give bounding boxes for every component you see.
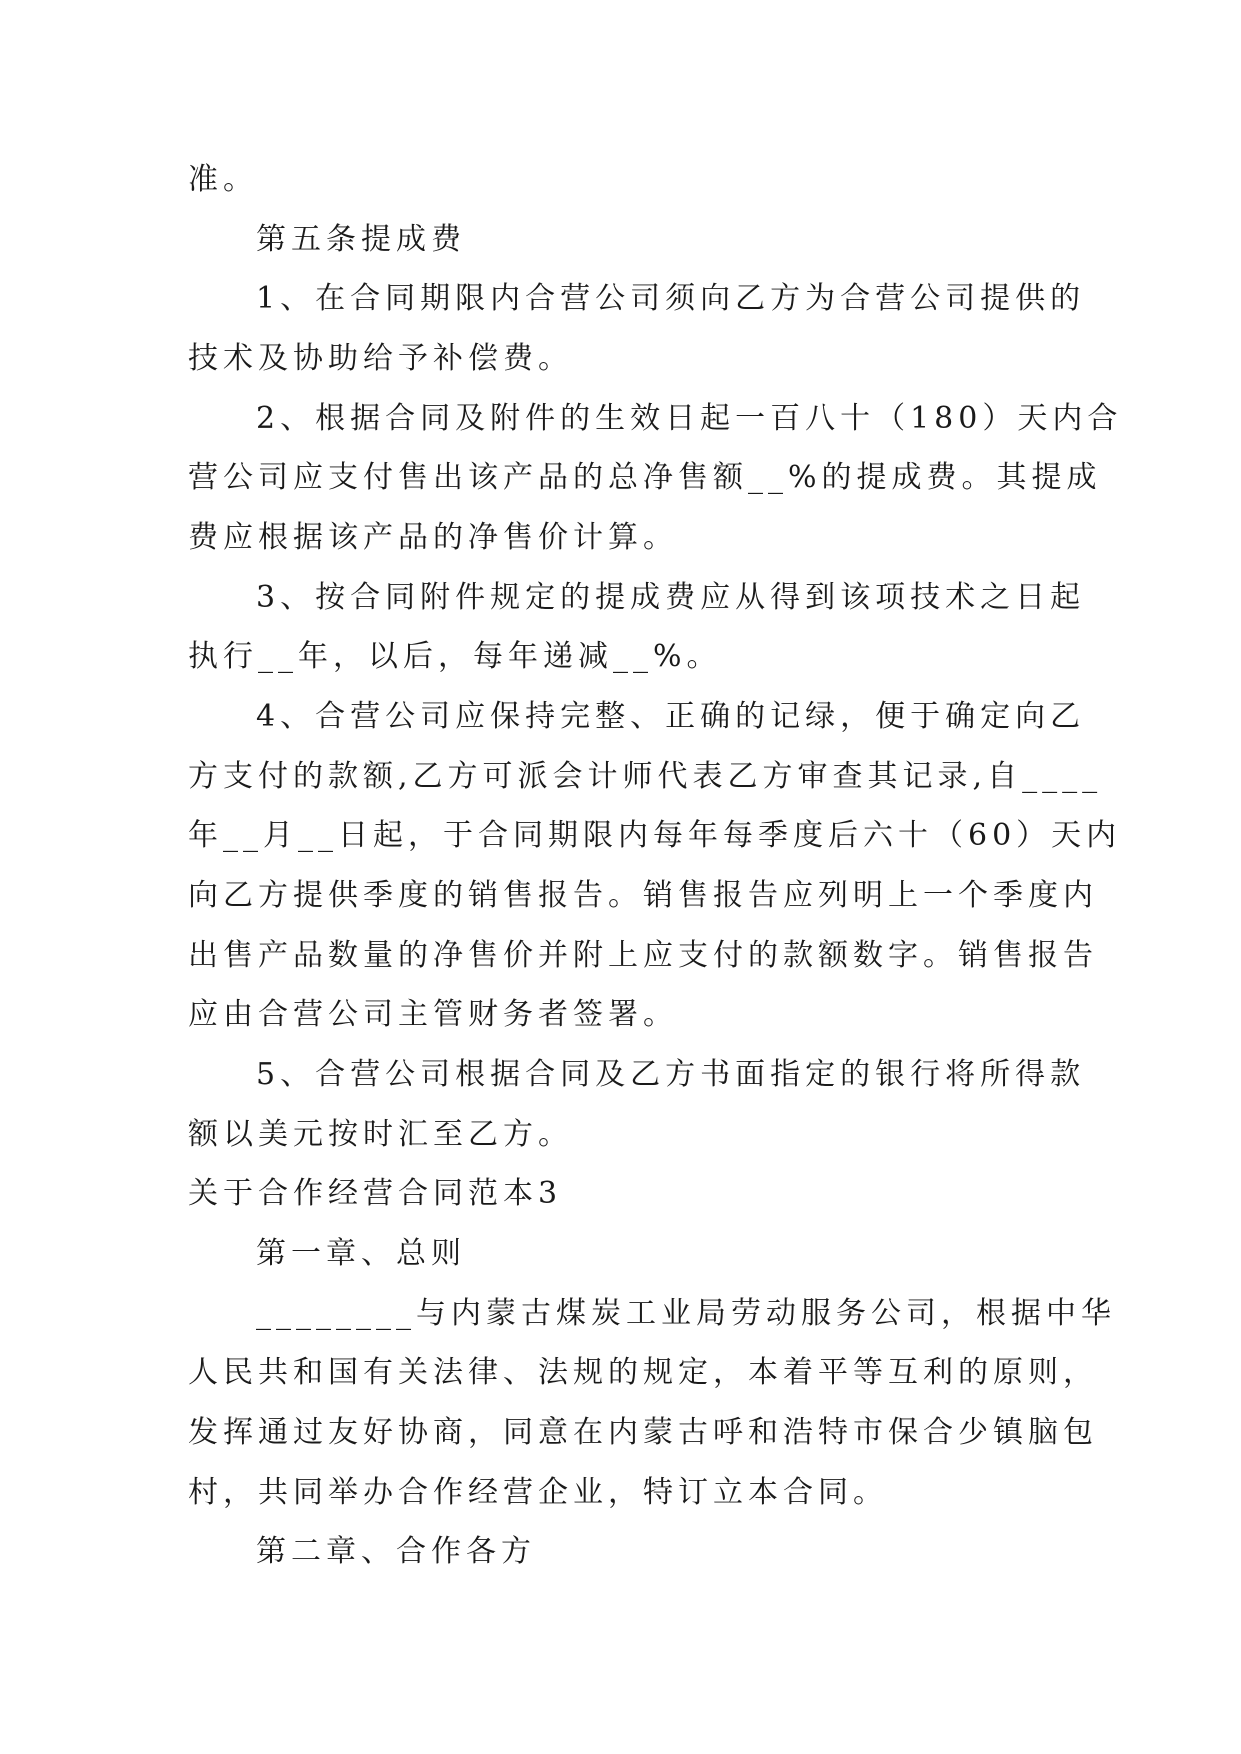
document-title: 关于合作经营合同范本3 xyxy=(188,1176,563,1211)
text-line: 费应根据该产品的净售价计算。 xyxy=(188,520,678,555)
text-line: 技术及协助给予补偿费。 xyxy=(188,341,573,376)
section-heading: 第五条提成费 xyxy=(256,222,466,257)
text-line: 额以美元按时汇至乙方。 xyxy=(188,1117,573,1152)
text-line: 出售产品数量的净售价并附上应支付的款额数字。销售报告 xyxy=(188,938,1098,973)
text-line: 年__月__日起，于合同期限内每年每季度后六十（60）天内 xyxy=(188,818,1122,853)
text-line: 应由合营公司主管财务者签署。 xyxy=(188,997,678,1032)
text-line: 执行__年，以后，每年递减__%。 xyxy=(188,639,722,674)
chapter-heading: 第二章、合作各方 xyxy=(256,1534,536,1569)
text-line: 村，共同举办合作经营企业，特订立本合同。 xyxy=(188,1475,888,1510)
text-line: 向乙方提供季度的销售报告。销售报告应列明上一个季度内 xyxy=(188,878,1098,913)
chapter-heading: 第一章、总则 xyxy=(256,1236,466,1271)
text-line: 方支付的款额,乙方可派会计师代表乙方审查其记录,自____ xyxy=(188,759,1103,794)
text-line: 4、合营公司应保持完整、正确的记绿，便于确定向乙 xyxy=(256,699,1086,734)
text-line: 准。 xyxy=(188,162,258,197)
text-line: 1、在合同期限内合营公司须向乙方为合营公司提供的 xyxy=(256,281,1086,316)
text-line: 3、按合同附件规定的提成费应从得到该项技术之日起 xyxy=(256,580,1086,615)
text-line: 5、合营公司根据合同及乙方书面指定的银行将所得款 xyxy=(256,1057,1086,1092)
text-line: ________与内蒙古煤炭工业局劳动服务公司，根据中华 xyxy=(256,1296,1116,1331)
text-line: 2、根据合同及附件的生效日起一百八十（180）天内合 xyxy=(256,401,1123,436)
text-line: 营公司应支付售出该产品的总净售额__%的提成费。其提成 xyxy=(188,460,1102,495)
text-line: 发挥通过友好协商，同意在内蒙古呼和浩特市保合少镇脑包 xyxy=(188,1415,1098,1450)
text-line: 人民共和国有关法律、法规的规定，本着平等互利的原则， xyxy=(188,1355,1098,1390)
